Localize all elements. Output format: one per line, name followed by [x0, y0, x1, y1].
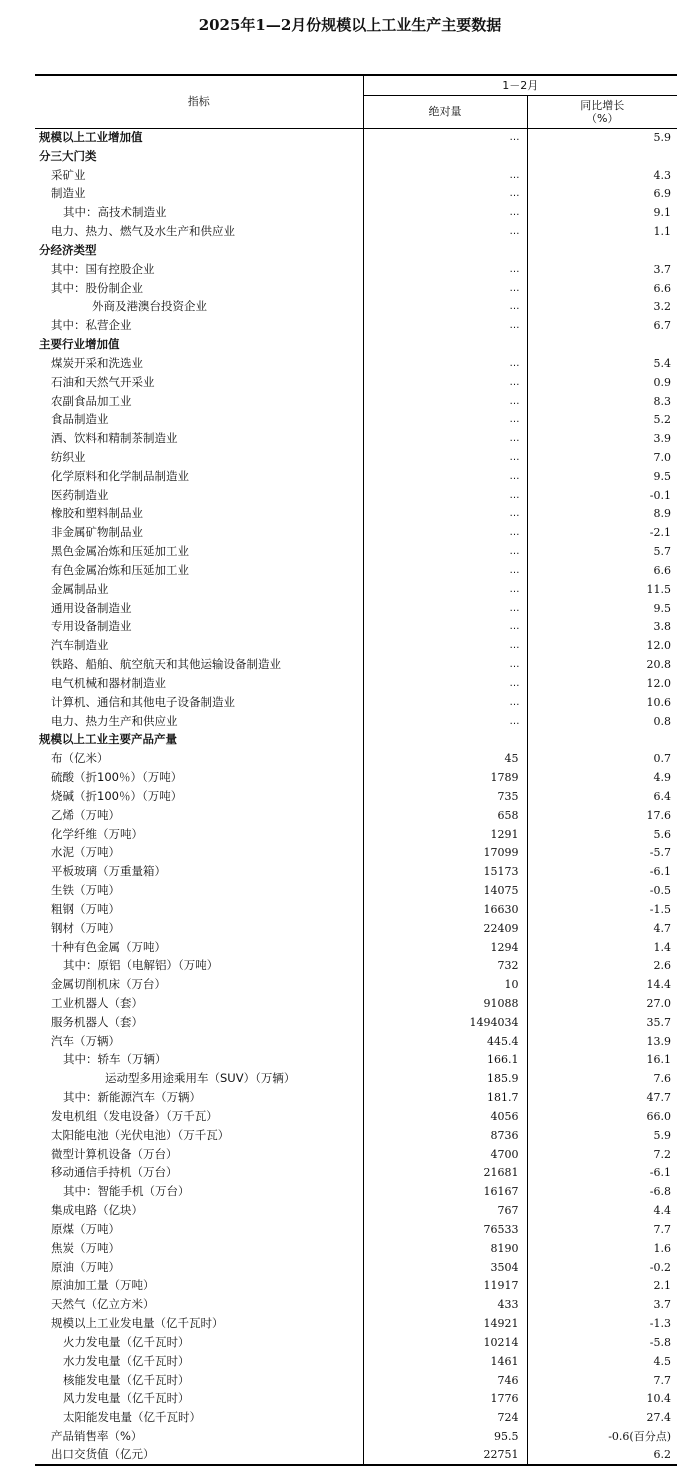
yoy-value: 4.3: [653, 168, 671, 182]
table-row: [35, 956, 677, 975]
indicator-name: 制造业: [35, 184, 363, 203]
absolute-value: 76533: [363, 1220, 527, 1239]
absolute-value: …: [363, 505, 527, 524]
section-heading: 规模以上工业主要产品产量: [35, 731, 363, 750]
yoy-value: 6.4: [653, 789, 671, 803]
yoy-value: 5.2: [653, 413, 671, 427]
yoy-value: 1.4: [653, 940, 671, 954]
table-row: [35, 674, 677, 693]
yoy-value: 14.4: [646, 978, 671, 992]
yoy-header: [527, 95, 677, 128]
yoy-value: 9.5: [653, 469, 671, 483]
absolute-value: 1294: [363, 938, 527, 957]
yoy-value: -6.1: [649, 865, 671, 879]
absolute-value: 735: [363, 787, 527, 806]
absolute-value: 22409: [363, 919, 527, 938]
table-row: [35, 787, 677, 806]
yoy-value: 5.9: [653, 1128, 671, 1142]
absolute-value: 1291: [363, 825, 527, 844]
indicator-name: 酒、饮料和精制茶制造业: [35, 429, 363, 448]
table-row: [35, 1277, 677, 1296]
table-row: [35, 1126, 677, 1145]
indicator-name: 出口交货值（亿元）: [35, 1446, 363, 1465]
table-row: [35, 222, 677, 241]
yoy-value: 2.6: [653, 959, 671, 973]
table-row: [35, 523, 677, 542]
yoy-value: 5.4: [653, 356, 671, 370]
indicator-name: 汽车制造业: [35, 636, 363, 655]
absolute-value: 14075: [363, 881, 527, 900]
yoy-value: 0.8: [653, 714, 671, 728]
table-row: [35, 938, 677, 957]
indicator-name: 采矿业: [35, 166, 363, 185]
absolute-value: 4700: [363, 1145, 527, 1164]
table-header: [35, 75, 677, 128]
table-row: [35, 147, 677, 166]
yoy-value: -5.7: [649, 846, 671, 860]
table-row: [35, 1069, 677, 1088]
indicator-name: 生铁（万吨）: [35, 881, 363, 900]
table-row: [35, 561, 677, 580]
yoy-value: 7.0: [653, 450, 671, 464]
table-row: [35, 335, 677, 354]
absolute-value: …: [363, 599, 527, 618]
indicator-name: 工业机器人（套）: [35, 994, 363, 1013]
indicator-name: 食品制造业: [35, 410, 363, 429]
absolute-value: [363, 241, 527, 260]
indicator-name: 火力发电量（亿千瓦时）: [35, 1333, 363, 1352]
yoy-value: 8.9: [653, 507, 671, 521]
indicator-name: 金属制品业: [35, 580, 363, 599]
table-row: [35, 618, 677, 637]
indicator-name: 其中：智能手机（万台）: [35, 1182, 363, 1201]
absolute-value: [363, 335, 527, 354]
indicator-name: 原油（万吨）: [35, 1258, 363, 1277]
indicator-name: 医药制造业: [35, 486, 363, 505]
table-row: [35, 1239, 677, 1258]
indicator-name: 移动通信手持机（万台）: [35, 1164, 363, 1183]
absolute-value: …: [363, 184, 527, 203]
indicator-name: 发电机组（发电设备）（万千瓦）: [35, 1107, 363, 1126]
indicator-name: 布（亿米）: [35, 749, 363, 768]
absolute-value: …: [363, 279, 527, 298]
absolute-value: …: [363, 712, 527, 731]
absolute-value: 445.4: [363, 1032, 527, 1051]
absolute-value: …: [363, 467, 527, 486]
absolute-value: …: [363, 523, 527, 542]
absolute-value: …: [363, 636, 527, 655]
indicator-name: 电力、热力、燃气及水生产和供应业: [35, 222, 363, 241]
absolute-value: 1789: [363, 768, 527, 787]
yoy-value: 20.8: [646, 658, 671, 672]
table-row: [35, 1352, 677, 1371]
yoy-value: -1.3: [649, 1317, 671, 1331]
table-row: [35, 580, 677, 599]
absolute-value: 767: [363, 1201, 527, 1220]
indicator-name: 计算机、通信和其他电子设备制造业: [35, 693, 363, 712]
yoy-value: 6.6: [653, 563, 671, 577]
yoy-value: 0.9: [653, 375, 671, 389]
table-row: [35, 825, 677, 844]
table-row: [35, 806, 677, 825]
yoy-header-line1: 同比增长: [580, 98, 625, 112]
table-row: [35, 1314, 677, 1333]
absolute-value: 95.5: [363, 1427, 527, 1446]
absolute-value: …: [363, 222, 527, 241]
indicator-name: 农副食品加工业: [35, 392, 363, 411]
indicator-name: 其中：原铝（电解铝）（万吨）: [35, 956, 363, 975]
yoy-value: 4.4: [653, 1204, 671, 1218]
yoy-value: -6.1: [649, 1166, 671, 1180]
absolute-value: 15173: [363, 862, 527, 881]
yoy-value: 10.6: [646, 695, 671, 709]
absolute-value: …: [363, 392, 527, 411]
absolute-value: 4056: [363, 1107, 527, 1126]
indicator-name: 其中：股份制企业: [35, 279, 363, 298]
table-row: [35, 467, 677, 486]
absolute-value: 91088: [363, 994, 527, 1013]
table-row: [35, 392, 677, 411]
absolute-value: …: [363, 655, 527, 674]
indicator-name: 太阳能电池（光伏电池）（万千瓦）: [35, 1126, 363, 1145]
absolute-value: 166.1: [363, 1051, 527, 1070]
yoy-value: -6.8: [649, 1185, 671, 1199]
table-row: [35, 128, 677, 147]
absolute-value: 11917: [363, 1277, 527, 1296]
yoy-value: -0.6(百分点): [608, 1430, 671, 1444]
yoy-value: 9.5: [653, 601, 671, 615]
table-row: [35, 1182, 677, 1201]
table-row: [35, 1389, 677, 1408]
absolute-value: 433: [363, 1295, 527, 1314]
absolute-value: 732: [363, 956, 527, 975]
indicator-name: 汽车（万辆）: [35, 1032, 363, 1051]
table-row: [35, 1427, 677, 1446]
absolute-value: …: [363, 128, 527, 147]
indicator-name: 乙烯（万吨）: [35, 806, 363, 825]
yoy-value: -1.5: [649, 902, 671, 916]
yoy-value: 3.7: [653, 262, 671, 276]
absolute-header: 绝对量: [363, 95, 527, 128]
absolute-value: …: [363, 316, 527, 335]
table-row: [35, 1107, 677, 1126]
indicator-name: 其中：私营企业: [35, 316, 363, 335]
table-row: [35, 241, 677, 260]
yoy-value: 0.7: [653, 752, 671, 766]
section-heading: 规模以上工业增加值: [35, 128, 363, 147]
indicator-name: 硫酸（折100％）（万吨）: [35, 768, 363, 787]
yoy-value: 47.7: [646, 1091, 671, 1105]
absolute-value: …: [363, 561, 527, 580]
indicator-name: 有色金属冶炼和压延加工业: [35, 561, 363, 580]
table-row: [35, 862, 677, 881]
absolute-value: …: [363, 618, 527, 637]
absolute-value: [363, 731, 527, 750]
indicator-name: 电力、热力生产和供应业: [35, 712, 363, 731]
table-row: [35, 1013, 677, 1032]
yoy-value: [527, 241, 677, 260]
yoy-value: [527, 731, 677, 750]
indicator-name: 化学原料和化学制品制造业: [35, 467, 363, 486]
yoy-value: 8.3: [653, 394, 671, 408]
absolute-value: [363, 147, 527, 166]
yoy-value: 9.1: [653, 206, 671, 220]
yoy-value: -0.1: [649, 488, 671, 502]
indicator-name: 集成电路（亿块）: [35, 1201, 363, 1220]
table-row: [35, 1408, 677, 1427]
yoy-value: 6.9: [653, 187, 671, 201]
table-body: [35, 128, 677, 1465]
absolute-value: 22751: [363, 1446, 527, 1465]
yoy-value: 10.4: [646, 1392, 671, 1406]
table-row: [35, 448, 677, 467]
indicator-name: 专用设备制造业: [35, 618, 363, 637]
absolute-value: …: [363, 373, 527, 392]
table-row: [35, 1164, 677, 1183]
indicator-name: 粗钢（万吨）: [35, 900, 363, 919]
absolute-value: 16167: [363, 1182, 527, 1201]
indicator-name: 其中：轿车（万辆）: [35, 1051, 363, 1070]
table-row: [35, 599, 677, 618]
yoy-value: 4.7: [653, 921, 671, 935]
absolute-value: 185.9: [363, 1069, 527, 1088]
table-row: [35, 166, 677, 185]
indicator-name: 外商及港澳台投资企业: [35, 297, 363, 316]
table-row: [35, 354, 677, 373]
absolute-value: 3504: [363, 1258, 527, 1277]
indicator-name: 其中：新能源汽车（万辆）: [35, 1088, 363, 1107]
absolute-value: 16630: [363, 900, 527, 919]
indicator-name: 平板玻璃（万重量箱）: [35, 862, 363, 881]
absolute-value: 1461: [363, 1352, 527, 1371]
absolute-value: …: [363, 297, 527, 316]
table-row: [35, 1032, 677, 1051]
absolute-value: …: [363, 542, 527, 561]
indicator-name: 水泥（万吨）: [35, 843, 363, 862]
absolute-value: …: [363, 429, 527, 448]
table-row: [35, 994, 677, 1013]
absolute-value: …: [363, 674, 527, 693]
table-row: [35, 1295, 677, 1314]
absolute-value: …: [363, 486, 527, 505]
indicator-name: 水力发电量（亿千瓦时）: [35, 1352, 363, 1371]
table-row: [35, 203, 677, 222]
absolute-value: 14921: [363, 1314, 527, 1333]
yoy-value: [527, 335, 677, 354]
absolute-value: …: [363, 580, 527, 599]
absolute-value: 658: [363, 806, 527, 825]
indicator-name: 铁路、船舶、航空航天和其他运输设备制造业: [35, 655, 363, 674]
yoy-value: 3.9: [653, 432, 671, 446]
indicator-name: 其中：高技术制造业: [35, 203, 363, 222]
indicator-name: 纺织业: [35, 448, 363, 467]
yoy-value: 5.6: [653, 827, 671, 841]
yoy-value: 3.2: [653, 300, 671, 314]
yoy-value: -0.5: [649, 884, 671, 898]
table-row: [35, 1051, 677, 1070]
yoy-value: 7.7: [653, 1373, 671, 1387]
indicator-name: 微型计算机设备（万台）: [35, 1145, 363, 1164]
absolute-value: 45: [363, 749, 527, 768]
yoy-value: 4.5: [653, 1354, 671, 1368]
yoy-value: 4.9: [653, 771, 671, 785]
yoy-value: 5.9: [653, 131, 671, 145]
page-title: 2025年1—2月份规模以上工业生产主要数据: [198, 16, 502, 34]
table-row: [35, 881, 677, 900]
absolute-value: 1494034: [363, 1013, 527, 1032]
indicator-name: 钢材（万吨）: [35, 919, 363, 938]
yoy-value: 1.6: [653, 1241, 671, 1255]
table-row: [35, 1446, 677, 1465]
table-row: [35, 900, 677, 919]
indicator-name: 运动型多用途乘用车（SUV）（万辆）: [35, 1069, 363, 1088]
absolute-value: 1776: [363, 1389, 527, 1408]
table-row: [35, 768, 677, 787]
absolute-value: 8190: [363, 1239, 527, 1258]
indicator-name: 其中：国有控股企业: [35, 260, 363, 279]
table-row: [35, 919, 677, 938]
yoy-value: 2.1: [653, 1279, 671, 1293]
table-row: [35, 279, 677, 298]
indicator-name: 太阳能发电量（亿千瓦时）: [35, 1408, 363, 1427]
table-row: [35, 712, 677, 731]
table-row: [35, 184, 677, 203]
yoy-value: 6.2: [527, 1446, 677, 1465]
table-row: [35, 636, 677, 655]
yoy-header-line2: （%）: [586, 111, 619, 125]
section-heading: 主要行业增加值: [35, 335, 363, 354]
yoy-value: 5.7: [653, 545, 671, 559]
section-heading: 分三大门类: [35, 147, 363, 166]
yoy-value: 27.4: [646, 1411, 671, 1425]
table-row: [35, 1145, 677, 1164]
yoy-value: -0.2: [649, 1260, 671, 1274]
indicator-name: 橡胶和塑料制品业: [35, 505, 363, 524]
absolute-value: …: [363, 410, 527, 429]
indicator-name: 通用设备制造业: [35, 599, 363, 618]
indicator-name: 焦炭（万吨）: [35, 1239, 363, 1258]
indicator-name: 原煤（万吨）: [35, 1220, 363, 1239]
yoy-value: 12.0: [646, 639, 671, 653]
absolute-value: 21681: [363, 1164, 527, 1183]
table-row: [35, 505, 677, 524]
yoy-value: 66.0: [646, 1109, 671, 1123]
section-heading: 分经济类型: [35, 241, 363, 260]
table-row: [35, 1333, 677, 1352]
absolute-value: 746: [363, 1371, 527, 1390]
table-row: [35, 1258, 677, 1277]
table-row: [35, 486, 677, 505]
absolute-value: …: [363, 693, 527, 712]
yoy-value: 35.7: [646, 1015, 671, 1029]
absolute-value: 181.7: [363, 1088, 527, 1107]
indicator-name: 服务机器人（套）: [35, 1013, 363, 1032]
table-row: [35, 655, 677, 674]
table-row: [35, 731, 677, 750]
data-table: [35, 74, 677, 1466]
table-row: [35, 410, 677, 429]
yoy-value: 16.1: [646, 1053, 671, 1067]
yoy-value: 7.6: [653, 1072, 671, 1086]
absolute-value: …: [363, 260, 527, 279]
indicator-name: 十种有色金属（万吨）: [35, 938, 363, 957]
yoy-value: 1.1: [653, 225, 671, 239]
table-row: [35, 749, 677, 768]
indicator-header: 指标: [35, 75, 363, 128]
indicator-name: 原油加工量（万吨）: [35, 1277, 363, 1296]
table-row: [35, 542, 677, 561]
yoy-value: [527, 147, 677, 166]
indicator-name: 核能发电量（亿千瓦时）: [35, 1371, 363, 1390]
table-row: [35, 260, 677, 279]
absolute-value: 10214: [363, 1333, 527, 1352]
table-row: [35, 1088, 677, 1107]
indicator-name: 非金属矿物制品业: [35, 523, 363, 542]
table-row: [35, 1220, 677, 1239]
yoy-value: 17.6: [646, 808, 671, 822]
indicator-name: 产品销售率（%）: [35, 1427, 363, 1446]
indicator-name: 烧碱（折100％）（万吨）: [35, 787, 363, 806]
absolute-value: …: [363, 448, 527, 467]
table-row: [35, 975, 677, 994]
indicator-name: 石油和天然气开采业: [35, 373, 363, 392]
table-row: [35, 297, 677, 316]
indicator-name: 煤炭开采和洗选业: [35, 354, 363, 373]
yoy-value: -5.8: [649, 1335, 671, 1349]
period-header: 1－2月: [363, 75, 677, 95]
absolute-value: 17099: [363, 843, 527, 862]
absolute-value: 10: [363, 975, 527, 994]
table-row: [35, 373, 677, 392]
yoy-value: -2.1: [649, 526, 671, 540]
absolute-value: …: [363, 203, 527, 222]
yoy-value: 6.6: [653, 281, 671, 295]
indicator-name: 金属切削机床（万台）: [35, 975, 363, 994]
table-row: [35, 843, 677, 862]
indicator-name: 规模以上工业发电量（亿千瓦时）: [35, 1314, 363, 1333]
table-row: [35, 316, 677, 335]
table-row: [35, 693, 677, 712]
yoy-value: 3.8: [653, 620, 671, 634]
yoy-value: 6.7: [653, 319, 671, 333]
indicator-name: 黑色金属冶炼和压延加工业: [35, 542, 363, 561]
absolute-value: 8736: [363, 1126, 527, 1145]
yoy-value: 27.0: [646, 997, 671, 1010]
table-row: [35, 1371, 677, 1390]
absolute-value: …: [363, 354, 527, 373]
table-row: [35, 1201, 677, 1220]
yoy-value: 13.9: [646, 1034, 671, 1048]
indicator-name: 天然气（亿立方米）: [35, 1295, 363, 1314]
absolute-value: …: [363, 166, 527, 185]
table-row: [35, 429, 677, 448]
yoy-value: 7.7: [653, 1222, 671, 1236]
yoy-value: 7.2: [653, 1147, 671, 1161]
indicator-name: 化学纤维（万吨）: [35, 825, 363, 844]
yoy-value: 12.0: [646, 676, 671, 690]
indicator-name: 风力发电量（亿千瓦时）: [35, 1389, 363, 1408]
yoy-value: 11.5: [646, 582, 671, 596]
yoy-value: 3.7: [653, 1298, 671, 1312]
absolute-value: 724: [363, 1408, 527, 1427]
indicator-name: 电气机械和器材制造业: [35, 674, 363, 693]
